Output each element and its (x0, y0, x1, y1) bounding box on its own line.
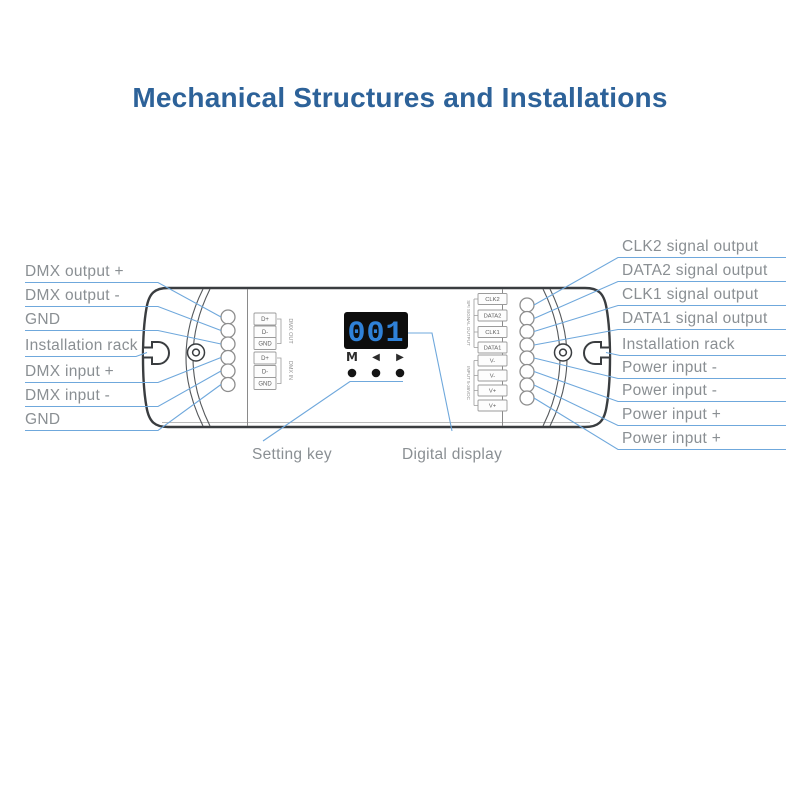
callout-dmx-output-minus: DMX output - (25, 287, 120, 304)
terminal-label: DATA2 (483, 313, 502, 320)
mode-key-button (348, 369, 357, 378)
callout-setting-key: Setting key (252, 446, 332, 463)
prev-key-label: ◀ (372, 352, 380, 363)
digital-display-value: 001 (347, 317, 405, 351)
callout-power-minus-1: Power input - (622, 359, 718, 376)
terminal-label: V- (489, 358, 496, 365)
right-group-label-power: INPUT 5-36VDC (466, 366, 471, 400)
left-group-label-dmx-out: DMX OUT (287, 318, 293, 344)
callout-power-minus-2: Power input - (622, 382, 718, 399)
right-screw (555, 344, 572, 361)
next-key-button (396, 369, 405, 378)
callout-clk1-output: CLK1 signal output (622, 286, 759, 303)
callout-gnd-bottom: GND (25, 411, 61, 428)
callout-clk2-output: CLK2 signal output (622, 238, 759, 255)
terminal-label: CLK1 (485, 330, 500, 336)
callout-dmx-input-minus: DMX input - (25, 387, 111, 404)
terminal-label: GND (258, 381, 272, 388)
terminal-label: GND (258, 341, 272, 348)
terminal-label: D+ (261, 317, 269, 323)
terminal-label: D- (261, 330, 269, 336)
terminal-label: V+ (488, 388, 497, 395)
callout-digital-display: Digital display (402, 446, 503, 463)
callout-gnd-top: GND (25, 311, 61, 328)
prev-key-button (372, 369, 381, 378)
left-group-label-dmx-in: DMX IN (287, 360, 293, 381)
setting-key-labels (346, 350, 404, 364)
terminal-label: CLK2 (485, 297, 500, 303)
callout-installation-rack-left: Installation rack (25, 337, 138, 354)
terminal-label: DATA1 (483, 345, 502, 352)
callout-power-plus-1: Power input + (622, 406, 722, 423)
callout-dmx-output-plus: DMX output + (25, 263, 124, 280)
next-key-label: ▶ (396, 352, 404, 363)
mode-key-label: M (346, 350, 358, 364)
terminal-label: V+ (488, 403, 497, 410)
terminal-label: D- (261, 369, 269, 376)
page-title: Mechanical Structures and Installations (132, 82, 668, 113)
callout-power-plus-2: Power input + (622, 430, 722, 447)
terminal-label: D+ (261, 356, 269, 362)
terminal-label: V- (489, 373, 496, 380)
left-screw (188, 344, 205, 361)
callout-data1-output: DATA1 signal output (622, 310, 768, 327)
callout-dmx-input-plus: DMX input + (25, 363, 115, 380)
right-group-label-spi: SPI SIGNAL OUTPUT (466, 300, 471, 346)
callout-installation-rack-right: Installation rack (622, 336, 735, 353)
callout-data2-output: DATA2 signal output (622, 262, 768, 279)
